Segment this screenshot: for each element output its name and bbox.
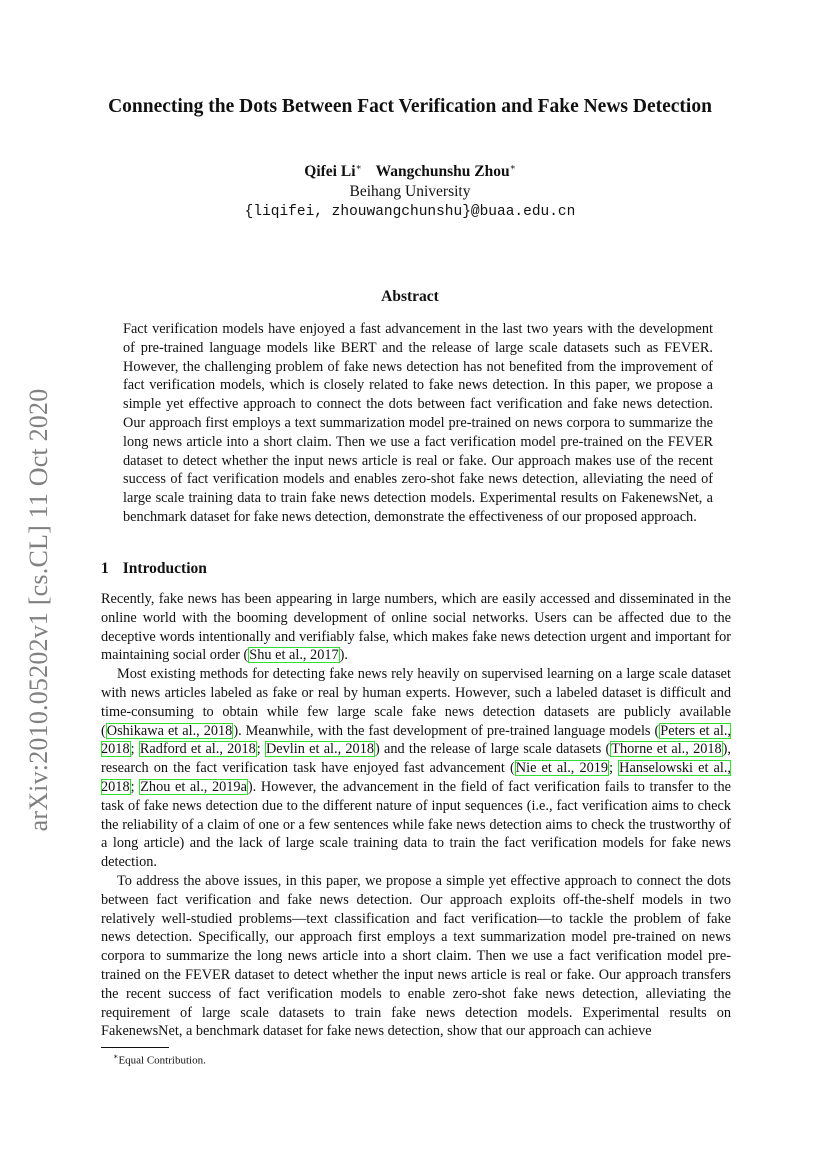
author-email: {liqifei, zhouwangchunshu}@buaa.edu.cn xyxy=(244,204,576,221)
author xyxy=(376,163,516,180)
arxiv-identifier: arXiv:2010.05202v1 [cs.CL] 11 Oct 2020 xyxy=(24,388,53,832)
abstract-text: Fact verification models have enjoyed a fast advancement in the last two years with the development of pre-trained language models like BERT and the release of large scale datasets such as FEVER. However, the challenging problem of fake news detection has not benefited from the improvement of fact verification models, which is closely related to fake news detection. In this paper, we propose a simple yet effective approach to connect the dots between fact verification and fake news detection. Our approach first employs a text summarization model pre-trained on news corpora to summarize the long news article into a short claim. Then we use a fact verification model pre-trained on the FEVER dataset to detect whether the input news article is real or fake. Our approach makes use of the recent success of fact verification models and enables zero-shot fake news detection, alleviating the need of large scale training data to train fake news detection models. Experimental results on FakenewsNet, a benchmark dataset for fake news detection, demonstrate the effectiveness of our proposed approach. xyxy=(123,321,713,525)
paragraph-2: Most existing methods for detecting fake news rely heavily on supervised learning on a large scale dataset with news articles labeled as fake or real by human experts. However, such a labeled dataset is difficult and time-consuming to obtain while few large scale fake news detection datasets are publicly available (Oshikawa et al., 2018). Meanwhile, with the fast development of pre-trained language models (Peters et al., 2018; Radford et al., 2018; Devlin et al., 2018) and the release of large scale datasets (Thorne et al., 2018), research on the fact verification task have enjoyed fast advancement (Nie et al., 2019; Hanselowski et al., 2018; Zhou et al., 2019a). However, the advancement in the field of fact verification fails to transfer to the task of fake news detection due to the different nature of input sequences (i.e., fact verification aims to check the reliability of a claim of one or a few sentences while fake news detection aims to check the trustworthy of a long article) and the lack of large scale training data to train the fact verification models for fake news detection. xyxy=(101,666,732,871)
footnote-rule xyxy=(101,1047,169,1048)
citation-link[interactable]: Oshikawa et al., 2018 xyxy=(106,722,233,739)
footnote-text: Equal Contribution. xyxy=(118,1054,206,1067)
section-heading-introduction xyxy=(101,560,207,578)
citation-link[interactable]: Radford et al., 2018 xyxy=(139,741,256,758)
author-mark: ∗ xyxy=(355,162,362,172)
section-number: 1 xyxy=(101,560,109,577)
paragraph-1: Recently, fake news has been appearing in large numbers, which are easily accessed and disseminated in the online world with the booming development of online social networks. Users can be affected due to the deceptive words intentionally and verifiably false, which makes fake news detection urgent and important for maintaining social order (Shu et al., 2017). xyxy=(101,591,731,664)
author-block xyxy=(100,157,720,222)
affiliation: Beihang University xyxy=(349,183,471,201)
footnote xyxy=(113,1050,206,1068)
author xyxy=(304,163,361,180)
citation-link[interactable]: Shu et al., 2017 xyxy=(249,647,339,664)
author-name: Qifei Li xyxy=(304,163,356,181)
author-mark: ∗ xyxy=(509,162,516,172)
paper-title: Connecting the Dots Between Fact Verification and Fake News Detection xyxy=(108,96,712,117)
author-name: Wangchunshu Zhou xyxy=(375,163,510,181)
citation-link[interactable]: Thorne et al., 2018 xyxy=(611,741,722,758)
citation-link[interactable]: Zhou et al., 2019a xyxy=(140,778,247,795)
citation-link[interactable]: Hanselowski et al., 2018 xyxy=(101,760,731,795)
author-names xyxy=(100,157,720,182)
introduction-body xyxy=(101,590,731,1041)
arxiv-sidebar-stamp xyxy=(22,360,56,860)
citation-link[interactable]: Nie et al., 2019 xyxy=(515,760,609,777)
footnote-mark: ∗ xyxy=(113,1052,119,1061)
paragraph-3: To address the above issues, in this paper, we propose a simple yet effective approach to connect the dots between fact verification and fake news detection. Our approach exploits off-the-shelf models in two relatively well-studied problems—text classification and fact verification—to tackle the problem of fake news detection. Specifically, our approach first employs a text summarization model pre-trained on news corpora to summarize the long news article into a short claim. Then we use a fact verification model pre-trained on the FEVER dataset to detect whether the input news article is real or fake. Our approach transfers the recent success of fact verification models to enable zero-shot fake news detection, alleviating the requirement of large scale datasets to train fake news detection models. Experimental results on FakenewsNet, a benchmark dataset for fake news detection, show that our approach can achieve xyxy=(101,872,731,1040)
section-title: Introduction xyxy=(122,560,207,577)
citation-link[interactable]: Peters et al., 2018 xyxy=(101,722,731,758)
citation-link[interactable]: Devlin et al., 2018 xyxy=(265,741,374,758)
abstract-heading: Abstract xyxy=(381,288,439,305)
